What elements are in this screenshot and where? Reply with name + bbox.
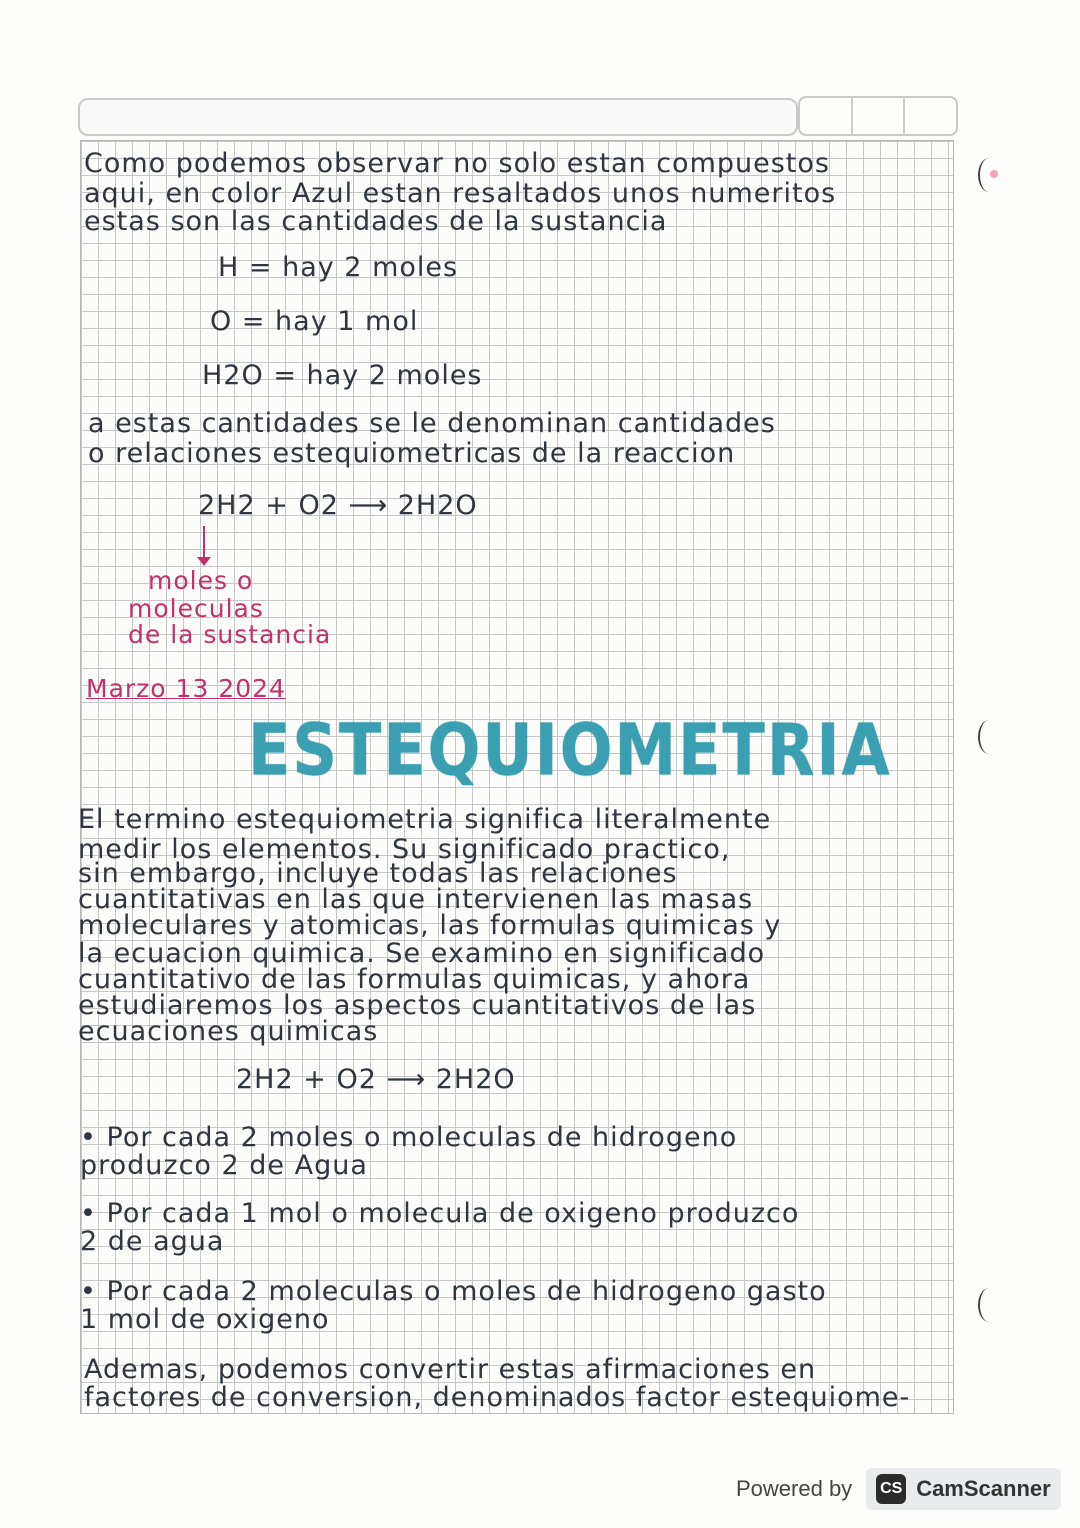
camscanner-brand: CamScanner xyxy=(916,1476,1051,1501)
text-line: cuantitativas en las que intervienen las masas xyxy=(78,884,754,915)
quantity-line: H = hay 2 moles xyxy=(218,252,459,283)
bullet-line: produzco 2 de Agua xyxy=(80,1150,368,1181)
quantity-line: O = hay 1 mol xyxy=(210,306,419,337)
text-line: estudiaremos los aspectos cuantitativos de las xyxy=(78,990,757,1021)
camscanner-badge xyxy=(866,1468,1061,1510)
text-line: aqui, en color Azul estan resaltados unos numeritos xyxy=(84,178,837,209)
bullet-line: 1 mol de oxigeno xyxy=(80,1304,330,1335)
quantity-line: H2O = hay 2 moles xyxy=(202,360,483,391)
bullet-line: • Por cada 1 mol o molecula de oxigeno produzco xyxy=(80,1198,800,1229)
text-line: o relaciones estequiometricas de la reaccion xyxy=(88,438,736,469)
text-line: moleculares y atomicas, las formulas quimicas y xyxy=(78,910,782,941)
text-line: ecuaciones quimicas xyxy=(78,1016,379,1047)
annotation-line: moles o xyxy=(148,566,254,595)
bullet-line: 2 de agua xyxy=(80,1226,225,1257)
binder-hole xyxy=(978,1288,1000,1322)
arrow-down-icon xyxy=(203,526,205,560)
text-line: la ecuacion quimica. Se examino en significado xyxy=(78,938,766,969)
binder-hole xyxy=(978,158,1000,192)
bullet-line: • Por cada 2 moles o moleculas de hidrogeno xyxy=(80,1122,738,1153)
chemical-equation: 2H2 + O2 ⟶ 2H2O xyxy=(236,1064,516,1095)
annotation-line: moleculas xyxy=(128,594,264,623)
scanner-watermark xyxy=(736,1466,1061,1512)
binder-hole xyxy=(978,720,1000,754)
text-line: sin embargo, incluye todas las relaciones xyxy=(78,858,678,889)
text-line: Como podemos observar no solo estan compuestos xyxy=(84,148,830,179)
text-line: El termino estequiometria significa literalmente xyxy=(78,804,772,835)
text-line: cuantitativo de las formulas quimicas, y ahora xyxy=(78,964,751,995)
text-line: estas son las cantidades de la sustancia xyxy=(84,206,668,237)
page-title: ESTEQUIOMETRIA xyxy=(248,708,892,792)
header-bar xyxy=(78,98,798,136)
chemical-equation: 2H2 + O2 ⟶ 2H2O xyxy=(198,490,478,521)
bullet-line: • Por cada 2 moleculas o moles de hidrogeno gasto xyxy=(80,1276,827,1307)
text-line: a estas cantidades se le denominan cantidades xyxy=(88,408,776,439)
date-boxes xyxy=(798,96,958,136)
annotation-line: de la sustancia xyxy=(128,620,332,649)
camscanner-logo-icon: CS xyxy=(876,1474,906,1504)
powered-by-label: Powered by xyxy=(736,1476,853,1501)
text-line: Ademas, podemos convertir estas afirmaciones en xyxy=(84,1354,817,1385)
date-heading: Marzo 13 2024 xyxy=(86,674,286,703)
text-line: medir los elementos. Su significado practico, xyxy=(78,834,731,865)
text-line: factores de conversion, denominados factor estequiome- xyxy=(84,1382,911,1413)
